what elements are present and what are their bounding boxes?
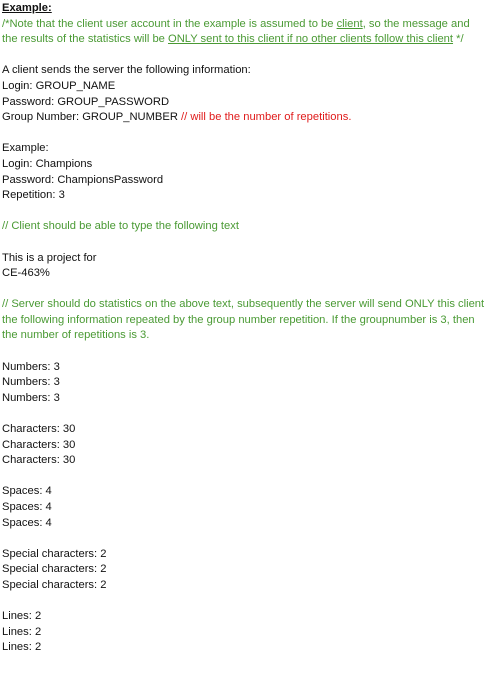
- spaces-line: Spaces: 4: [2, 516, 52, 529]
- spacer: [2, 282, 487, 298]
- numbers-line: Numbers: 3: [2, 376, 60, 389]
- spaces-line: Spaces: 4: [2, 485, 52, 498]
- note-client-word: client: [336, 17, 363, 30]
- special-characters-line: Special characters: 2: [2, 578, 107, 591]
- document-body: [2, 1, 487, 656]
- note-prefix: /*Note that the client user account in the example is assumed to be: [2, 17, 337, 30]
- spacer: [2, 531, 487, 547]
- example-label: Example:: [2, 142, 49, 155]
- group-number-spec: [2, 110, 487, 126]
- client-comment: // Client should be able to type the following text: [2, 220, 239, 233]
- group-number-label: Group Number: GROUP_NUMBER: [2, 111, 178, 124]
- intro-line: A client sends the server the following information:: [2, 64, 251, 77]
- example-repetition: Repetition: 3: [2, 189, 65, 202]
- sample-text-line-2: CE-463%: [2, 267, 50, 280]
- special-characters-line: Special characters: 2: [2, 563, 107, 576]
- spaces-line: Spaces: 4: [2, 501, 52, 513]
- group-number-comment: // will be the number of repetitions.: [177, 111, 352, 124]
- login-spec: Login: GROUP_NAME: [2, 79, 116, 92]
- example-password: Password: ChampionsPassword: [2, 173, 164, 186]
- password-spec: Password: GROUP_PASSWORD: [2, 95, 170, 108]
- spacer: [2, 235, 487, 251]
- lines-line: Lines: 2: [2, 610, 42, 623]
- sample-text-line-1: This is a project for: [2, 251, 97, 264]
- spacer: [2, 126, 487, 142]
- note-comment: [2, 17, 487, 48]
- spacer: [2, 48, 487, 64]
- example-heading: Example:: [2, 2, 52, 14]
- note-suffix: */: [453, 33, 464, 46]
- characters-line: Characters: 30: [2, 423, 76, 436]
- spacer: [2, 406, 487, 422]
- spacer: [2, 594, 487, 610]
- numbers-line: Numbers: 3: [2, 360, 60, 373]
- spacer: [2, 344, 487, 360]
- example-login: Login: Champions: [2, 157, 93, 170]
- lines-line: Lines: 2: [2, 641, 42, 654]
- numbers-line: Numbers: 3: [2, 391, 60, 404]
- server-comment: // Server should do statistics on the above text, subsequently the server will send ONLY this client the following information repeated by the group number repetition. If the groupnumber is 3, then the number of repetitions is 3.: [2, 298, 485, 342]
- note-mid: , so the message and the results of the statistics will be: [2, 17, 470, 46]
- lines-line: Lines: 2: [2, 625, 42, 638]
- spacer: [2, 469, 487, 485]
- characters-line: Characters: 30: [2, 438, 76, 451]
- special-characters-line: Special characters: 2: [2, 547, 107, 560]
- spacer: [2, 204, 487, 220]
- characters-line: Characters: 30: [2, 454, 76, 467]
- note-only-phrase: ONLY sent to this client if no other clients follow this client: [168, 33, 454, 46]
